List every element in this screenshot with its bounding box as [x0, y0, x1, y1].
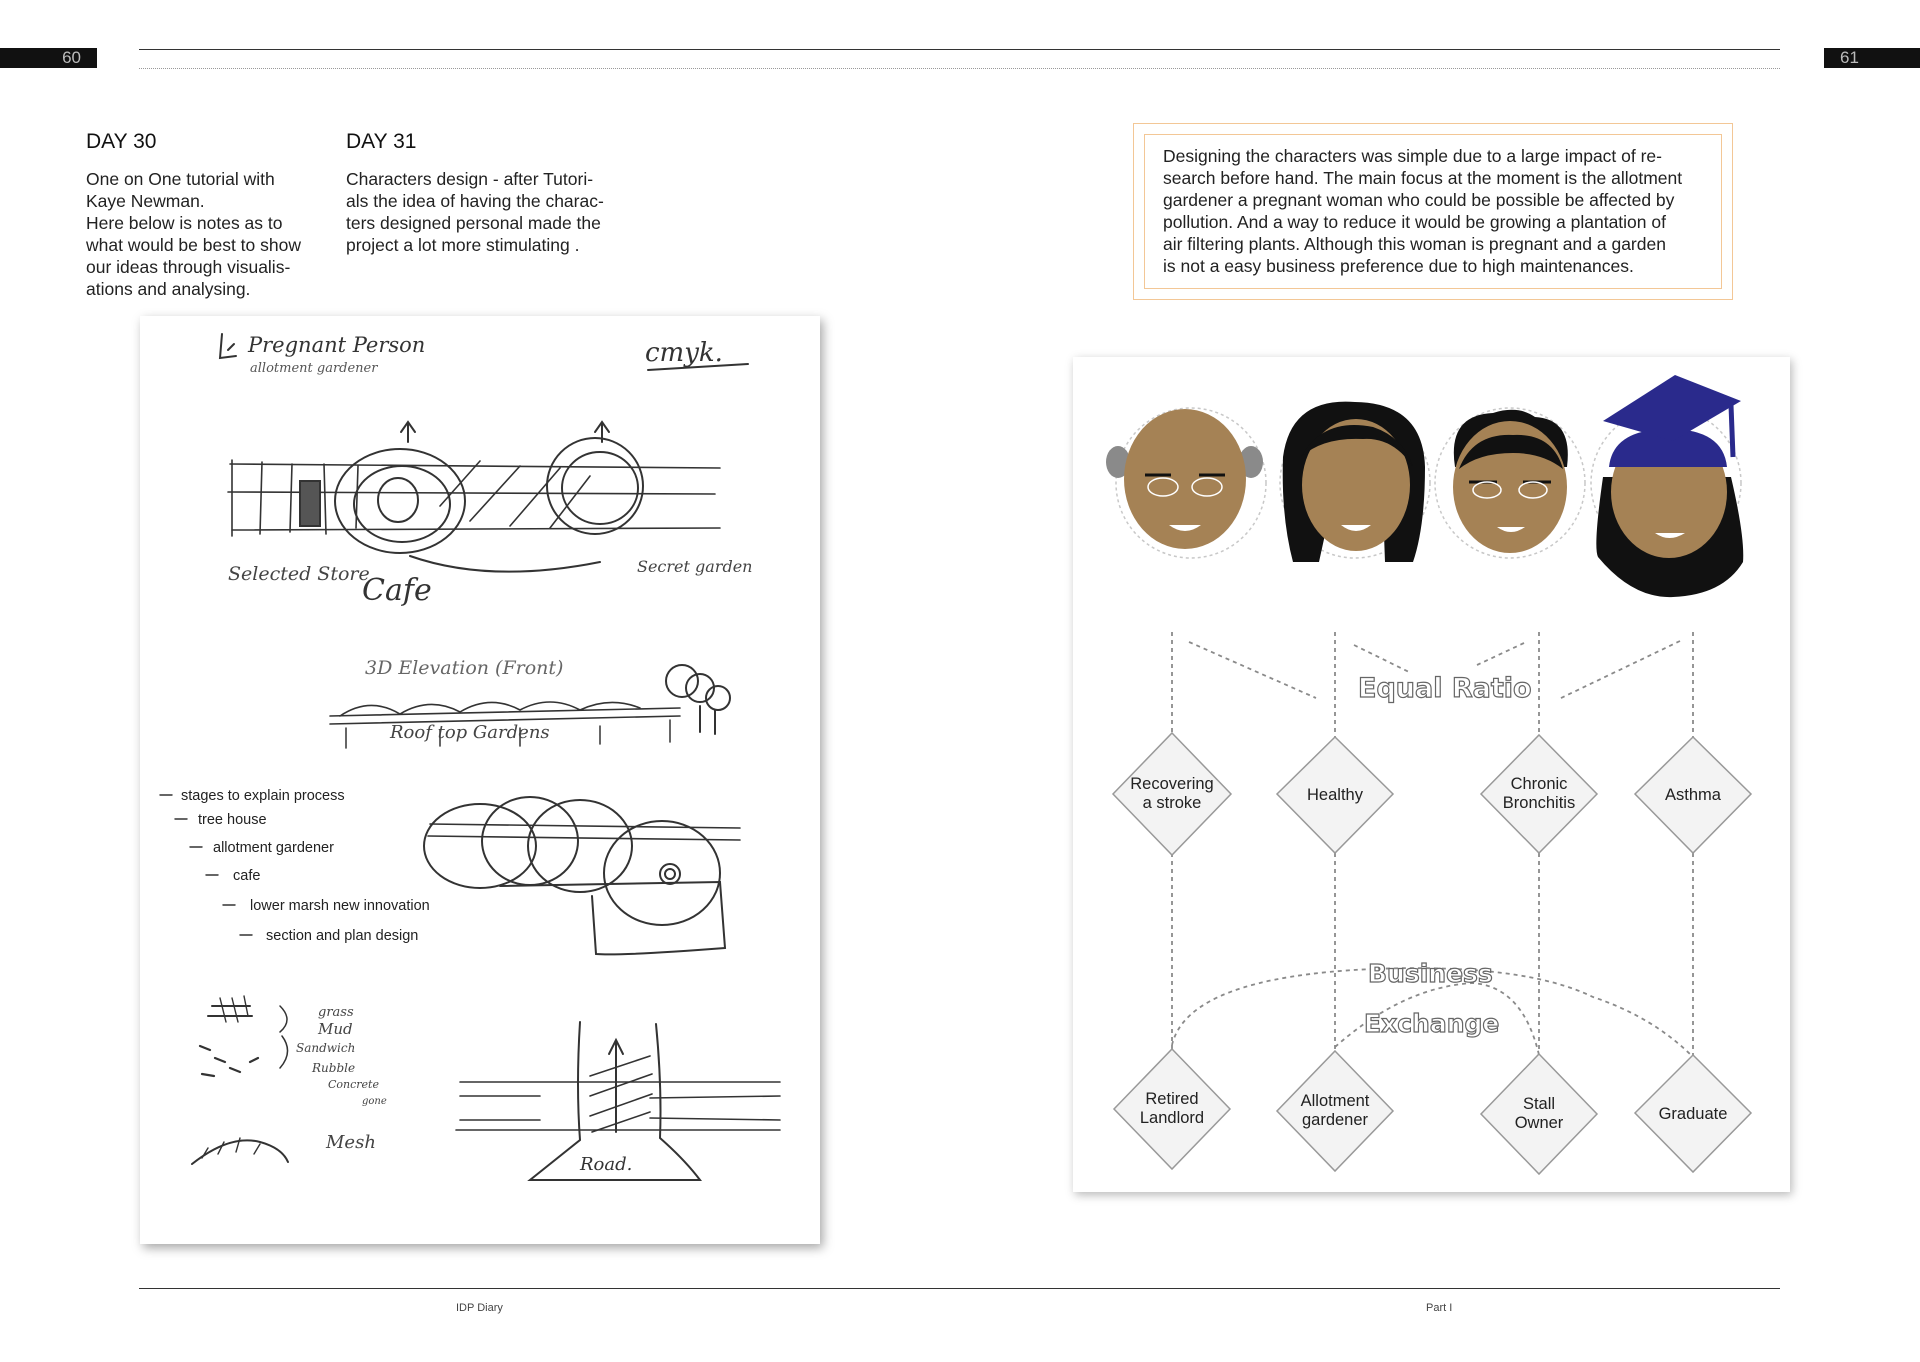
sketch-subheading: allotment gardener [250, 361, 378, 376]
header-rule [139, 49, 1780, 50]
label-grass: grass [318, 1005, 354, 1020]
ground-layers-sketch [192, 996, 387, 1164]
role-label: Landlord [1139, 1109, 1205, 1127]
list-item: stages to explain process [181, 788, 345, 804]
day-30-title: DAY 30 [86, 130, 157, 153]
day-30-body: One on One tutorial with Kaye Newman. Here below is notes as to what would be best to show our ideas through visualis- ations and analysing. [86, 169, 301, 299]
sketch-page [140, 316, 820, 1244]
character-diagram-svg [1073, 357, 1790, 1192]
header-dotted-rule [139, 68, 1780, 69]
condition-label: Recovering [1130, 775, 1214, 793]
sketch-corner-label: cmyk. [645, 338, 723, 368]
role-diamonds [1114, 1049, 1751, 1174]
equal-ratio-label: Equal Ratio [1358, 673, 1532, 704]
day-31-title: DAY 31 [346, 130, 417, 153]
label-mud: Mud [318, 1020, 353, 1038]
store-cafe-sketch [228, 422, 752, 608]
condition-diamonds [1113, 733, 1751, 855]
condition-label: Bronchitis [1502, 794, 1576, 812]
footer-left-label: IDP Diary [456, 1302, 503, 1314]
label-gone: gone [362, 1096, 387, 1107]
label-sandwich: Sandwich [296, 1041, 356, 1055]
face-retired-landlord [1106, 409, 1263, 549]
character-diagram [1073, 357, 1790, 1192]
day-31-body: Characters design - after Tutori- als the idea of having the charac- ters designed personal made the project a lot more stimulating . [346, 169, 604, 255]
label-elevation: 3D Elevation (Front) [365, 657, 564, 679]
role-label: Retired [1145, 1090, 1199, 1108]
business-label: Business [1368, 959, 1493, 988]
label-roof-gardens: Roof top Gardens [390, 722, 550, 743]
role-label: Owner [1514, 1114, 1564, 1132]
label-mesh: Mesh [326, 1132, 376, 1153]
label-cafe: Cafe [362, 573, 432, 608]
list-item: cafe [233, 868, 261, 884]
condition-label: Healthy [1307, 786, 1363, 804]
face-graduate [1596, 375, 1743, 597]
exchange-label: Exchange [1364, 1009, 1500, 1038]
condition-label: Asthma [1665, 786, 1721, 804]
label-rubble: Rubble [312, 1061, 356, 1075]
page-number-right: 61 [1824, 48, 1920, 68]
role-label: Graduate [1658, 1105, 1728, 1123]
list-item: allotment gardener [213, 840, 334, 856]
page-number-left: 60 [0, 48, 97, 68]
bubble-sketch [424, 797, 740, 954]
role-label: gardener [1301, 1111, 1369, 1129]
list-item: tree house [198, 812, 267, 828]
elevation-sketch [330, 657, 730, 748]
process-list [160, 788, 430, 944]
footer-rule [139, 1288, 1780, 1289]
list-item: section and plan design [266, 928, 419, 944]
footer-right-label: Part I [1426, 1302, 1453, 1314]
role-label: Allotment [1300, 1092, 1370, 1110]
sketch-heading: Pregnant Person [248, 333, 426, 357]
condition-label: Chronic [1510, 775, 1568, 793]
label-secret-garden: Secret garden [637, 557, 753, 576]
condition-label: a stroke [1142, 794, 1202, 812]
label-road: Road. [580, 1154, 633, 1175]
label-selected-store: Selected Store [228, 563, 370, 585]
face-stall-owner [1453, 410, 1568, 553]
face-allotment-gardener [1283, 402, 1425, 562]
road-section-sketch [456, 1022, 780, 1180]
role-label: Stall [1522, 1095, 1556, 1113]
note-text: Designing the characters was simple due to a large impact of re- search before hand. The main focus at the moment is the allotment gardener a pregnant woman who could be possible be affected by pollution. And a way to reduce it would be growing a plantation of air filtering plants. Although this woman is pregnant and a garden is not a easy business preference due to high maintenances. [1163, 146, 1683, 276]
label-concrete: Concrete [328, 1078, 379, 1091]
list-item: lower marsh new innovation [250, 898, 430, 914]
sketch-drawing [140, 316, 820, 1244]
